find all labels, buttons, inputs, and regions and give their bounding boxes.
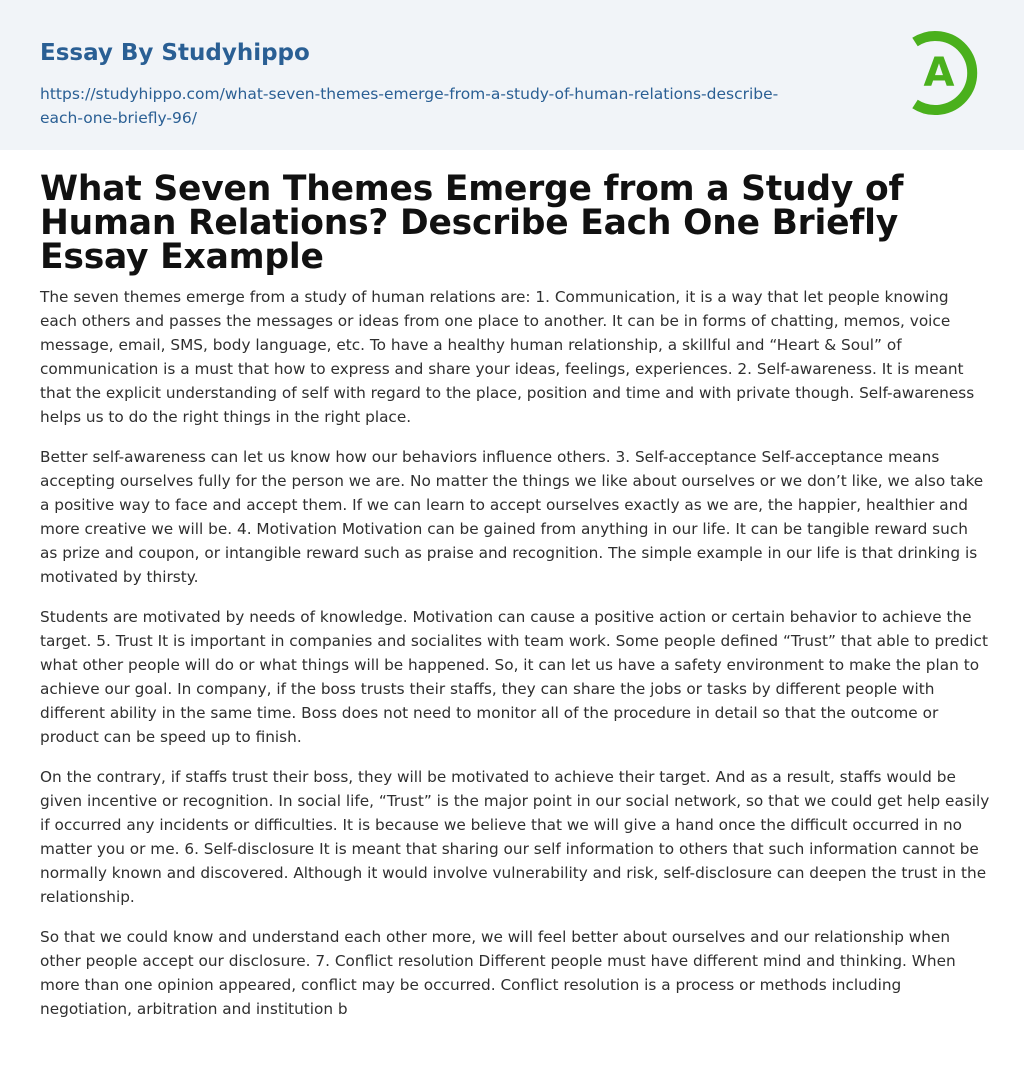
article-paragraph: On the contrary, if staffs trust their boss, they will be motivated to achieve their target. And as a result, staffs would be given incentive or recognition. In social life, “Trust” is the major point in our social network, so that we could get help easily if occurred any incidents or difficulties. It is because we believe that we will give a hand once the difficult occurred in no matter you or me. 6. Self-disclosure It is meant that sharing our self information to others that such information cannot be normally known and discovered. Although it would involve vulnerability and risk, self-disclosure can deepen the trust in the relationship. [40,768,990,906]
article-paragraph: Students are motivated by needs of knowledge. Motivation can cause a positive action or certain behavior to achieve the target. 5. Trust It is important in companies and socialites with team work. Some people defined “Trust” that able to predict what other people will do or what things will be happened. So, it can let us have a safety environment to make the plan to achieve our goal. In company, if the boss trusts their staffs, they can share the jobs or tasks by different people with different ability in the same time. Boss does not need to monitor all of the procedure in detail so that the outcome or product can be speed up to finish. [40,608,988,746]
site-brand[interactable]: Essay By Studyhippo [40,40,310,66]
page-url-link[interactable]: https://studyhippo.com/what-seven-themes-emerge-from-a-study-of-human-relations-describe-each-one-briefly-96/ [40,85,779,127]
article-paragraph: The seven themes emerge from a study of human relations are: 1. Communication, it is a way that let people knowing each others and passes the messages or ideas from one place to another. It can be in forms of chatting, memos, voice message, email, SMS, body language, etc. To have a healthy human relationship, a skillful and “Heart & Soul” of communication is a must that how to express and share your ideas, feelings, experiences. 2. Self-awareness. It is meant that the explicit understanding of self with regard to the place, position and time and with private though. Self-awareness helps us to do the right things in the right place. [40,288,975,426]
circle-a-logo-icon[interactable] [909,28,989,118]
article-paragraph: So that we could know and understand each other more, we will feel better about ourselves and our relationship when other people accept our disclosure. 7. Conflict resolution Different people must have different mind and thinking. When more than one opinion appeared, conflict may be occurred. Conflict resolution is a process or methods including negotiation, arbitration and institution b [40,928,956,1018]
page-title: What Seven Themes Emerge from a Study of Human Relations? Describe Each One Briefly Essay Example [40,169,904,277]
site-header [0,0,1024,150]
article [40,169,990,1037]
article-body [40,285,990,1021]
article-paragraph: Better self-awareness can let us know how our behaviors influence others. 3. Self-acceptance Self-acceptance means accepting ourselves fully for the person we are. No matter the things we like about ourselves or we don’t like, we also take a positive way to face and accept them. If we can learn to accept ourselves exactly as we are, the happier, healthier and more creative we will be. 4. Motivation Motivation can be gained from anything in our life. It can be tangible reward such as prize and coupon, or intangible reward such as praise and recognition. The simple example in our life is that drinking is motivated by thirsty. [40,448,984,586]
logo-letter: A [923,50,955,96]
